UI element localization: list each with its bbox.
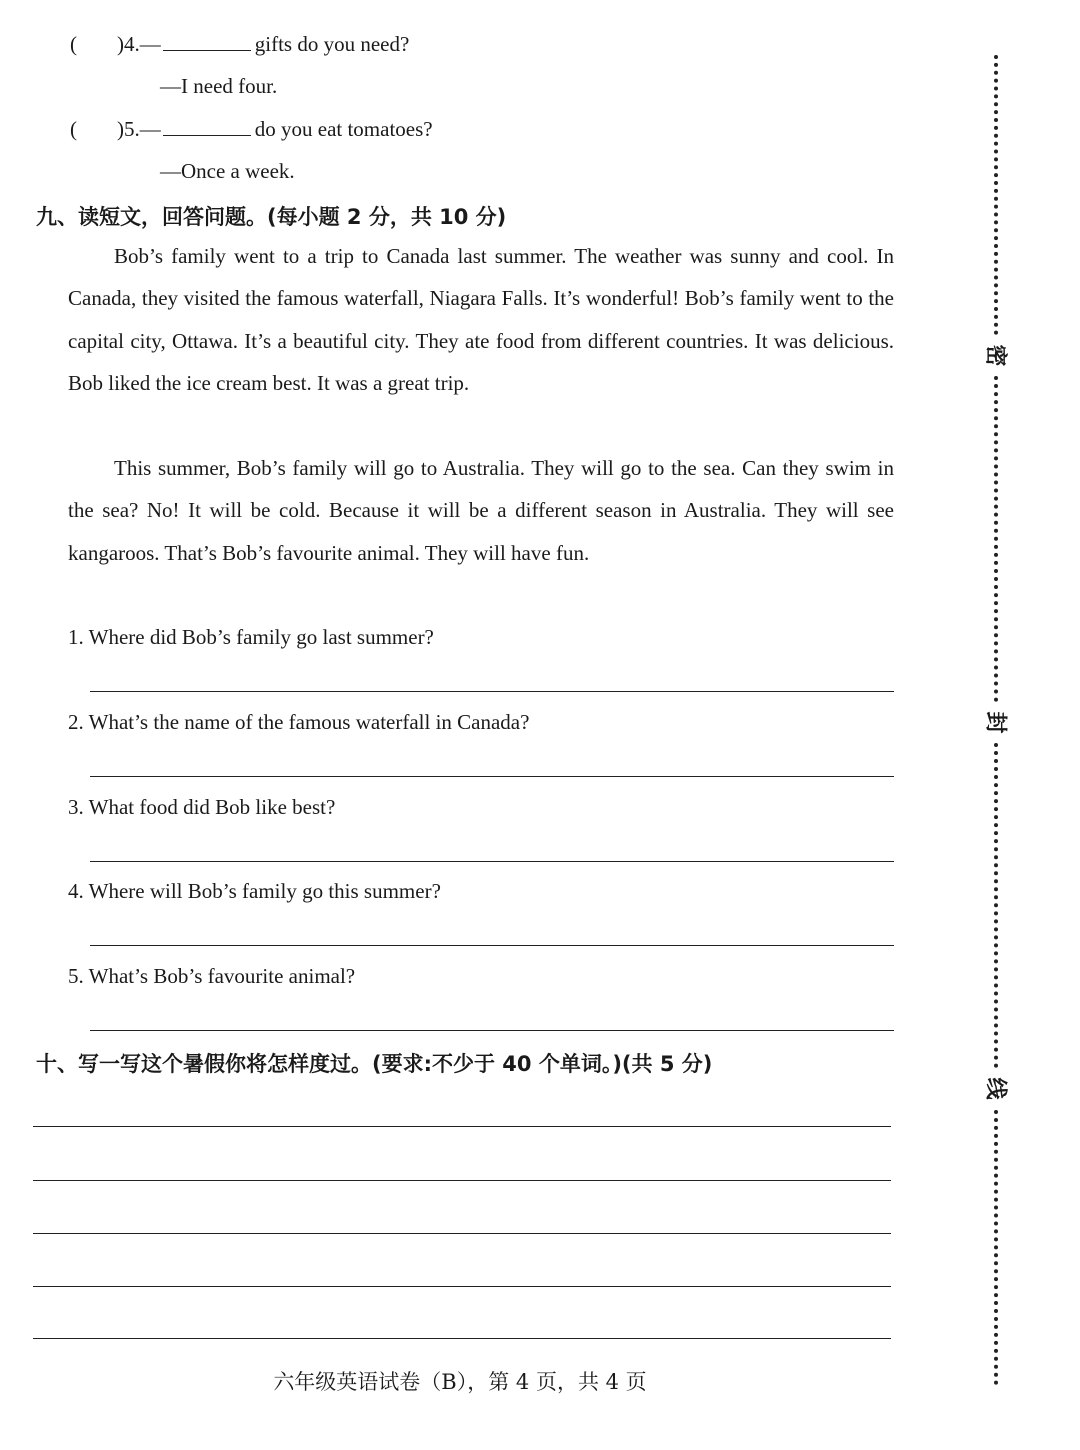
seal-dotted-line — [994, 743, 1004, 1068]
seal-dotted-line — [994, 1110, 1004, 1385]
seal-char-feng: 封 — [982, 711, 1008, 734]
section-9-heading: 九、读短文，回答问题。(每小题 2 分，共 10 分) — [36, 205, 507, 229]
answer-line-2[interactable] — [90, 776, 894, 777]
reading-question-2: 2. What’s the name of the famous waterfall in Canada? — [68, 710, 530, 734]
paren-open: ( — [70, 32, 77, 56]
writing-line[interactable] — [33, 1233, 891, 1234]
writing-line[interactable] — [33, 1126, 891, 1127]
question-text: gifts do you need? — [254, 32, 410, 56]
writing-line[interactable] — [33, 1286, 891, 1287]
dash: — — [139, 32, 161, 56]
dash: — — [139, 117, 161, 141]
reading-question-5: 5. What’s Bob’s favourite animal? — [68, 964, 356, 988]
paren-open: ( — [70, 117, 77, 141]
answer-line-5[interactable] — [90, 1030, 894, 1031]
reading-paragraph-2: This summer, Bob’s family will go to Australia. They will go to the sea. Can they swim in the sea? No! It will be cold. Because it will be a different season in Australia. They will see kangaroos. That’s Bob’s favourite animal. They will have fun. — [68, 456, 894, 565]
answer-line-3[interactable] — [90, 861, 894, 862]
answer-4: —I need four. — [160, 74, 278, 98]
seal-char-xian: 线 — [982, 1077, 1008, 1100]
question-number: 4. — [124, 32, 140, 56]
question-4 — [70, 32, 409, 57]
writing-line[interactable] — [33, 1180, 891, 1181]
answer-5: —Once a week. — [160, 159, 295, 183]
reading-paragraph-1: Bob’s family went to a trip to Canada last summer. The weather was sunny and cool. In Canada, they visited the famous waterfall, Niagara Falls. It’s wonderful! Bob’s family went to the capital city, Ottawa. It’s a beautiful city. They ate food from different countries. It was delicious. Bob liked the ice cream best. It was a great trip. — [68, 244, 894, 395]
page-footer: 六年级英语试卷（B），第 4 页，共 4 页 — [273, 1370, 647, 1394]
answer-line-1[interactable] — [90, 691, 894, 692]
seal-char-mi: 密 — [982, 344, 1008, 367]
question-number: 5. — [124, 117, 140, 141]
answer-line-4[interactable] — [90, 945, 894, 946]
question-text: do you eat tomatoes? — [254, 117, 433, 141]
fill-blank[interactable] — [163, 32, 251, 51]
writing-line[interactable] — [33, 1338, 891, 1339]
fill-blank[interactable] — [163, 117, 251, 136]
paren-close: ) — [117, 117, 124, 141]
reading-question-4: 4. Where will Bob’s family go this summer? — [68, 879, 441, 903]
reading-question-1: 1. Where did Bob’s family go last summer? — [68, 625, 434, 649]
seal-dotted-line — [994, 376, 1004, 702]
seal-dotted-line — [994, 55, 1004, 335]
question-5 — [70, 117, 433, 142]
section-10-heading: 十、写一写这个暑假你将怎样度过。(要求:不少于 40 个单词。)(共 5 分) — [36, 1052, 713, 1076]
paren-close: ) — [117, 32, 124, 56]
reading-question-3: 3. What food did Bob like best? — [68, 795, 336, 819]
